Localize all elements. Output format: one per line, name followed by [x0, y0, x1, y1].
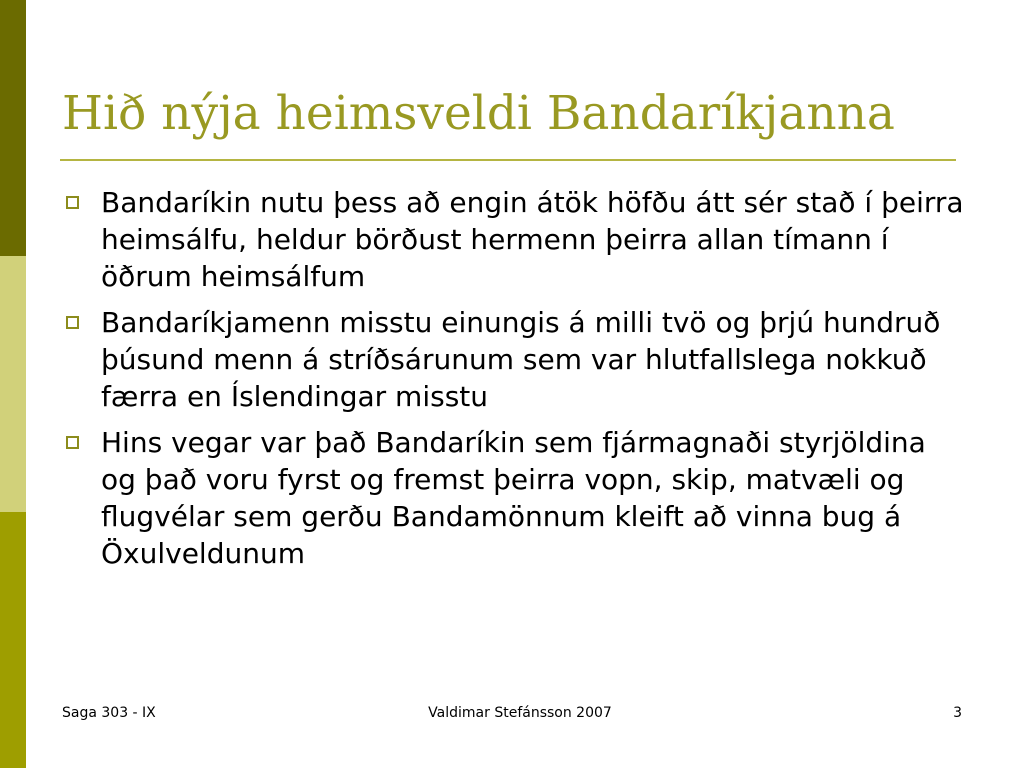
decorative-band-top	[0, 0, 26, 256]
bullet-item	[64, 184, 964, 295]
square-bullet-icon	[66, 316, 79, 329]
slide-title: Hið nýja heimsveldi Bandaríkjanna	[62, 86, 895, 141]
decorative-band-middle	[0, 256, 26, 512]
bullet-text: Bandaríkin nutu þess að engin átök höfðu átt sér stað í þeirra heimsálfu, heldur börðust hermenn þeirra allan tímann í öðrum heimsálfum	[101, 186, 964, 293]
bullet-text: Bandaríkjamenn misstu einungis á milli tvö og þrjú hundruð þúsund menn á stríðsárunum sem var hlutfallslega nokkuð færra en Íslendingar misstu	[101, 306, 941, 413]
bullet-item	[64, 304, 964, 415]
square-bullet-icon	[66, 196, 79, 209]
decorative-band-bottom	[0, 512, 26, 768]
footer-page-number: 3	[953, 705, 962, 721]
bullet-list	[64, 184, 964, 581]
bullet-item	[64, 424, 964, 572]
footer-course: Saga 303 - IX	[62, 705, 156, 721]
footer-author: Valdimar Stefánsson 2007	[428, 705, 612, 721]
square-bullet-icon	[66, 436, 79, 449]
bullet-text: Hins vegar var það Bandaríkin sem fjármagnaði styrjöldina og það voru fyrst og fremst þeirra vopn, skip, matvæli og flugvélar sem gerðu Bandamönnum kleift að vinna bug á Öxulveldunum	[101, 426, 926, 570]
title-underline	[60, 159, 956, 161]
